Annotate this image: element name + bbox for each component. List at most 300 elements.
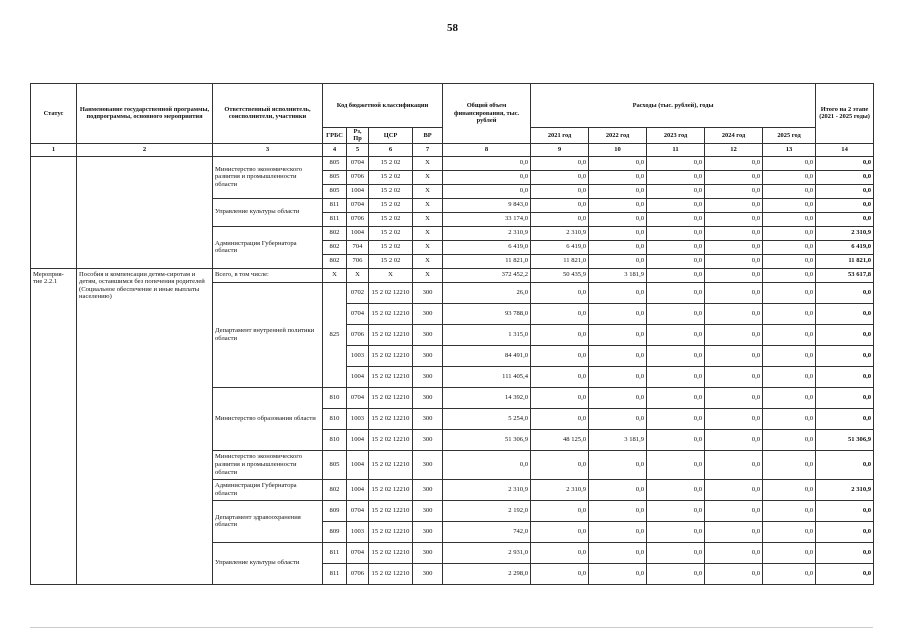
rzpr-cell: 706 (347, 254, 369, 268)
amount-y2022: 0,0 (589, 366, 647, 387)
rzpr-cell: 0704 (347, 156, 369, 170)
table-row-total (31, 268, 874, 282)
csr-cell: 15 2 02 (369, 240, 413, 254)
responsible-cell: Министерство экономического развития и промышленности области (213, 450, 323, 479)
rzpr-cell: 1003 (347, 408, 369, 429)
amount-y2025: 0,0 (763, 521, 816, 542)
amount-total: 0,0 (443, 156, 531, 170)
header-csr: ЦСР (369, 128, 413, 144)
amount-y2025: 0,0 (763, 345, 816, 366)
amount-y2021: 0,0 (531, 500, 589, 521)
amount-y2024: 0,0 (705, 184, 763, 198)
amount-y2021: 6 419,0 (531, 240, 589, 254)
header-year-2022: 2022 год (589, 128, 647, 144)
amount-total: 14 392,0 (443, 387, 531, 408)
amount-y2024: 0,0 (705, 408, 763, 429)
amount-y2023: 0,0 (647, 429, 705, 450)
amount-y2021: 2 310,9 (531, 479, 589, 500)
csr-cell: 15 2 02 12210 (369, 324, 413, 345)
grbs-cell: 802 (323, 479, 347, 500)
amount-y2024: 0,0 (705, 198, 763, 212)
amount-total: 2 298,0 (443, 563, 531, 584)
responsible-cell: Управление культуры области (213, 542, 323, 584)
amount-itogo: 0,0 (816, 563, 874, 584)
amount-y2024: 0,0 (705, 366, 763, 387)
amount-total: 9 843,0 (443, 198, 531, 212)
amount-y2023: 0,0 (647, 450, 705, 479)
amount-total: 2 310,9 (443, 479, 531, 500)
rzpr-cell: 0704 (347, 500, 369, 521)
amount-y2024: 0,0 (705, 170, 763, 184)
amount-total: 93 788,0 (443, 303, 531, 324)
amount-itogo: 0,0 (816, 212, 874, 226)
amount-y2022: 3 181,9 (589, 268, 647, 282)
amount-y2023: 0,0 (647, 408, 705, 429)
responsible-cell: Департамент здравоохранения области (213, 500, 323, 542)
responsible-cell: Департамент внутренней политики области (213, 282, 323, 387)
amount-y2023: 0,0 (647, 156, 705, 170)
amount-y2021: 0,0 (531, 156, 589, 170)
amount-y2021: 0,0 (531, 303, 589, 324)
amount-y2023: 0,0 (647, 521, 705, 542)
amount-y2024: 0,0 (705, 268, 763, 282)
amount-y2021: 0,0 (531, 408, 589, 429)
vr-cell: 300 (413, 366, 443, 387)
amount-itogo: 0,0 (816, 345, 874, 366)
vr-cell: 300 (413, 303, 443, 324)
amount-y2021: 0,0 (531, 542, 589, 563)
amount-y2021: 0,0 (531, 324, 589, 345)
amount-y2023: 0,0 (647, 212, 705, 226)
amount-total: 33 174,0 (443, 212, 531, 226)
amount-y2022: 0,0 (589, 254, 647, 268)
amount-y2021: 0,0 (531, 345, 589, 366)
name-cell (77, 156, 213, 268)
amount-itogo: 0,0 (816, 521, 874, 542)
amount-y2025: 0,0 (763, 212, 816, 226)
amount-y2024: 0,0 (705, 387, 763, 408)
csr-cell: 15 2 02 12210 (369, 366, 413, 387)
header-status: Статус (31, 84, 77, 144)
amount-total: 6 419,0 (443, 240, 531, 254)
header-year-2023: 2023 год (647, 128, 705, 144)
amount-total: 26,0 (443, 282, 531, 303)
rzpr-cell: 1004 (347, 226, 369, 240)
grbs-cell: 802 (323, 226, 347, 240)
status-cell (31, 156, 77, 268)
column-number: 9 (531, 143, 589, 156)
amount-y2023: 0,0 (647, 563, 705, 584)
rzpr-cell: 1003 (347, 521, 369, 542)
amount-y2021: 0,0 (531, 282, 589, 303)
amount-y2021: 0,0 (531, 184, 589, 198)
amount-y2025: 0,0 (763, 479, 816, 500)
amount-y2024: 0,0 (705, 500, 763, 521)
grbs-cell: 810 (323, 429, 347, 450)
vr-cell: 300 (413, 387, 443, 408)
rzpr-cell: 0704 (347, 198, 369, 212)
amount-y2023: 0,0 (647, 324, 705, 345)
amount-itogo: 0,0 (816, 408, 874, 429)
responsible-cell: Администрация Губернатора области (213, 226, 323, 268)
amount-itogo: 0,0 (816, 450, 874, 479)
vr-cell: 300 (413, 345, 443, 366)
amount-y2024: 0,0 (705, 282, 763, 303)
grbs-cell: 811 (323, 212, 347, 226)
column-number: 14 (816, 143, 874, 156)
csr-cell: 15 2 02 12210 (369, 303, 413, 324)
amount-total: 1 315,0 (443, 324, 531, 345)
header-itogo: Итого на 2 этапе (2021 - 2025 годы) (816, 84, 874, 144)
amount-y2023: 0,0 (647, 479, 705, 500)
amount-y2024: 0,0 (705, 254, 763, 268)
amount-total: 742,0 (443, 521, 531, 542)
rzpr-cell: 0706 (347, 563, 369, 584)
amount-y2023: 0,0 (647, 184, 705, 198)
amount-y2024: 0,0 (705, 542, 763, 563)
amount-y2022: 0,0 (589, 170, 647, 184)
amount-itogo: 0,0 (816, 170, 874, 184)
amount-y2021: 0,0 (531, 521, 589, 542)
amount-itogo: 0,0 (816, 324, 874, 345)
amount-y2023: 0,0 (647, 303, 705, 324)
vr-cell: X (413, 212, 443, 226)
csr-cell: 15 2 02 (369, 254, 413, 268)
page-number: 58 (447, 22, 458, 34)
csr-cell: 15 2 02 12210 (369, 429, 413, 450)
grbs-cell: 809 (323, 500, 347, 521)
csr-cell: 15 2 02 12210 (369, 450, 413, 479)
grbs-cell: 810 (323, 387, 347, 408)
amount-total: 2 192,0 (443, 500, 531, 521)
amount-y2025: 0,0 (763, 268, 816, 282)
csr-cell: 15 2 02 (369, 170, 413, 184)
amount-y2024: 0,0 (705, 324, 763, 345)
amount-y2025: 0,0 (763, 542, 816, 563)
grbs-cell: X (323, 268, 347, 282)
vr-cell: X (413, 226, 443, 240)
column-number: 2 (77, 143, 213, 156)
column-number: 6 (369, 143, 413, 156)
amount-y2021: 0,0 (531, 212, 589, 226)
table-body (31, 156, 874, 584)
table-row (31, 156, 874, 170)
csr-cell: 15 2 02 12210 (369, 521, 413, 542)
amount-itogo: 0,0 (816, 282, 874, 303)
amount-y2022: 0,0 (589, 226, 647, 240)
rzpr-cell: 1004 (347, 429, 369, 450)
csr-cell: 15 2 02 12210 (369, 282, 413, 303)
csr-cell: 15 2 02 12210 (369, 563, 413, 584)
budget-table (30, 83, 874, 585)
rzpr-cell: 1004 (347, 366, 369, 387)
amount-y2025: 0,0 (763, 429, 816, 450)
header-grbs: ГРБС (323, 128, 347, 144)
column-number: 8 (443, 143, 531, 156)
amount-y2025: 0,0 (763, 170, 816, 184)
amount-y2022: 0,0 (589, 324, 647, 345)
grbs-cell: 809 (323, 521, 347, 542)
amount-y2024: 0,0 (705, 303, 763, 324)
vr-cell: X (413, 268, 443, 282)
amount-y2025: 0,0 (763, 324, 816, 345)
amount-y2021: 48 125,0 (531, 429, 589, 450)
csr-cell: 15 2 02 12210 (369, 345, 413, 366)
column-number: 3 (213, 143, 323, 156)
amount-y2023: 0,0 (647, 500, 705, 521)
rzpr-cell: 0704 (347, 387, 369, 408)
amount-y2024: 0,0 (705, 479, 763, 500)
amount-y2023: 0,0 (647, 226, 705, 240)
csr-cell: 15 2 02 12210 (369, 542, 413, 563)
amount-y2024: 0,0 (705, 429, 763, 450)
amount-y2022: 0,0 (589, 184, 647, 198)
vr-cell: 300 (413, 521, 443, 542)
amount-y2023: 0,0 (647, 254, 705, 268)
amount-y2025: 0,0 (763, 226, 816, 240)
rzpr-cell: 1003 (347, 345, 369, 366)
amount-y2023: 0,0 (647, 542, 705, 563)
vr-cell: 300 (413, 479, 443, 500)
vr-cell: 300 (413, 500, 443, 521)
column-number: 1 (31, 143, 77, 156)
grbs-cell: 825 (323, 282, 347, 387)
amount-itogo: 2 310,9 (816, 226, 874, 240)
csr-cell: 15 2 02 12210 (369, 500, 413, 521)
amount-itogo: 0,0 (816, 156, 874, 170)
measure-name-cell: Пособия и компенсации детям-сиротам и детям, оставшимся без попечения родителей (Социальное обеспечение и иные выплаты населению) (77, 268, 213, 584)
csr-cell: 15 2 02 (369, 198, 413, 212)
csr-cell: 15 2 02 (369, 212, 413, 226)
amount-y2021: 0,0 (531, 563, 589, 584)
vr-cell: 300 (413, 450, 443, 479)
amount-y2021: 50 435,9 (531, 268, 589, 282)
responsible-cell: Администрация Губернатора области (213, 479, 323, 500)
csr-cell: 15 2 02 (369, 226, 413, 240)
amount-total: 2 931,0 (443, 542, 531, 563)
grbs-cell: 805 (323, 184, 347, 198)
grbs-cell: 811 (323, 542, 347, 563)
column-number: 13 (763, 143, 816, 156)
amount-y2025: 0,0 (763, 500, 816, 521)
amount-total: 372 452,2 (443, 268, 531, 282)
column-number: 7 (413, 143, 443, 156)
amount-y2024: 0,0 (705, 345, 763, 366)
amount-total: 11 821,0 (443, 254, 531, 268)
amount-total: 2 310,9 (443, 226, 531, 240)
amount-y2021: 11 821,0 (531, 254, 589, 268)
amount-total: 111 405,4 (443, 366, 531, 387)
amount-y2022: 0,0 (589, 479, 647, 500)
column-number: 11 (647, 143, 705, 156)
amount-total: 0,0 (443, 184, 531, 198)
amount-y2023: 0,0 (647, 198, 705, 212)
amount-y2025: 0,0 (763, 408, 816, 429)
amount-y2023: 0,0 (647, 282, 705, 303)
amount-y2025: 0,0 (763, 282, 816, 303)
grbs-cell: 811 (323, 563, 347, 584)
amount-y2025: 0,0 (763, 563, 816, 584)
responsible-cell: Министерство образования области (213, 387, 323, 450)
amount-y2025: 0,0 (763, 254, 816, 268)
amount-itogo: 0,0 (816, 387, 874, 408)
amount-y2022: 0,0 (589, 198, 647, 212)
vr-cell: X (413, 156, 443, 170)
amount-y2022: 0,0 (589, 563, 647, 584)
amount-y2022: 0,0 (589, 542, 647, 563)
amount-y2023: 0,0 (647, 170, 705, 184)
grbs-cell: 805 (323, 170, 347, 184)
csr-cell: 15 2 02 12210 (369, 387, 413, 408)
column-number-row (31, 143, 874, 156)
amount-y2022: 0,0 (589, 282, 647, 303)
amount-y2022: 0,0 (589, 345, 647, 366)
column-number: 4 (323, 143, 347, 156)
amount-y2022: 0,0 (589, 156, 647, 170)
header-rzpr: Рз, Пр (347, 128, 369, 144)
amount-y2022: 0,0 (589, 408, 647, 429)
vr-cell: 300 (413, 282, 443, 303)
column-number: 10 (589, 143, 647, 156)
amount-y2023: 0,0 (647, 387, 705, 408)
amount-y2023: 0,0 (647, 240, 705, 254)
rzpr-cell: 0704 (347, 303, 369, 324)
amount-itogo: 6 419,0 (816, 240, 874, 254)
amount-itogo: 0,0 (816, 198, 874, 212)
amount-y2022: 0,0 (589, 450, 647, 479)
amount-y2023: 0,0 (647, 345, 705, 366)
header-name: Наименование государственной программы, подпрограммы, основного мероприятия (77, 84, 213, 144)
column-number: 12 (705, 143, 763, 156)
rzpr-cell: 0702 (347, 282, 369, 303)
rzpr-cell: 0706 (347, 324, 369, 345)
column-number: 5 (347, 143, 369, 156)
amount-y2025: 0,0 (763, 184, 816, 198)
rzpr-cell: 1004 (347, 184, 369, 198)
amount-y2021: 0,0 (531, 387, 589, 408)
amount-y2021: 2 310,9 (531, 226, 589, 240)
amount-y2025: 0,0 (763, 387, 816, 408)
amount-itogo: 51 306,9 (816, 429, 874, 450)
rzpr-cell: 704 (347, 240, 369, 254)
amount-y2024: 0,0 (705, 450, 763, 479)
header-year-2021: 2021 год (531, 128, 589, 144)
amount-y2025: 0,0 (763, 450, 816, 479)
grbs-cell: 805 (323, 156, 347, 170)
measure-status-cell: Мероприя- тие 2.2.1 (31, 268, 77, 584)
amount-total: 84 491,0 (443, 345, 531, 366)
amount-total: 51 306,9 (443, 429, 531, 450)
header-expenses: Расходы (тыс. рублей), годы (531, 84, 816, 128)
amount-y2022: 0,0 (589, 500, 647, 521)
grbs-cell: 811 (323, 198, 347, 212)
vr-cell: 300 (413, 429, 443, 450)
amount-total: 0,0 (443, 170, 531, 184)
amount-y2023: 0,0 (647, 366, 705, 387)
vr-cell: X (413, 240, 443, 254)
amount-y2024: 0,0 (705, 226, 763, 240)
vr-cell: X (413, 254, 443, 268)
amount-itogo: 0,0 (816, 500, 874, 521)
rzpr-cell: 0704 (347, 542, 369, 563)
rzpr-cell: X (347, 268, 369, 282)
amount-y2022: 0,0 (589, 240, 647, 254)
rzpr-cell: 1004 (347, 479, 369, 500)
amount-y2021: 0,0 (531, 450, 589, 479)
csr-cell: 15 2 02 12210 (369, 408, 413, 429)
amount-y2021: 0,0 (531, 170, 589, 184)
amount-y2022: 0,0 (589, 387, 647, 408)
amount-itogo: 0,0 (816, 303, 874, 324)
amount-y2025: 0,0 (763, 303, 816, 324)
responsible-cell: Министерство экономического развития и промышленности области (213, 156, 323, 198)
amount-y2024: 0,0 (705, 563, 763, 584)
amount-total: 0,0 (443, 450, 531, 479)
amount-y2021: 0,0 (531, 366, 589, 387)
amount-y2023: 0,0 (647, 268, 705, 282)
amount-y2022: 0,0 (589, 521, 647, 542)
csr-cell: X (369, 268, 413, 282)
vr-cell: 300 (413, 563, 443, 584)
vr-cell: X (413, 198, 443, 212)
amount-y2022: 3 181,9 (589, 429, 647, 450)
amount-y2021: 0,0 (531, 198, 589, 212)
amount-total: 5 254,0 (443, 408, 531, 429)
header-kbk: Код бюджетной классификации (323, 84, 443, 128)
amount-y2025: 0,0 (763, 156, 816, 170)
grbs-cell: 810 (323, 408, 347, 429)
header-responsible: Ответственный исполнитель, соисполнители, участники (213, 84, 323, 144)
amount-itogo: 0,0 (816, 184, 874, 198)
amount-y2022: 0,0 (589, 303, 647, 324)
vr-cell: X (413, 184, 443, 198)
amount-itogo: 2 310,9 (816, 479, 874, 500)
header-year-2024: 2024 год (705, 128, 763, 144)
amount-itogo: 53 617,8 (816, 268, 874, 282)
grbs-cell: 805 (323, 450, 347, 479)
amount-y2025: 0,0 (763, 198, 816, 212)
amount-itogo: 0,0 (816, 542, 874, 563)
vr-cell: 300 (413, 324, 443, 345)
scan-edge-line (30, 627, 873, 628)
responsible-cell: Всего, в том числе: (213, 268, 323, 282)
rzpr-cell: 0706 (347, 170, 369, 184)
grbs-cell: 802 (323, 240, 347, 254)
csr-cell: 15 2 02 12210 (369, 479, 413, 500)
table-header (31, 84, 874, 157)
vr-cell: X (413, 170, 443, 184)
vr-cell: 300 (413, 408, 443, 429)
amount-itogo: 0,0 (816, 366, 874, 387)
amount-y2024: 0,0 (705, 521, 763, 542)
responsible-cell: Управление культуры области (213, 198, 323, 226)
rzpr-cell: 0706 (347, 212, 369, 226)
amount-itogo: 11 821,0 (816, 254, 874, 268)
grbs-cell: 802 (323, 254, 347, 268)
csr-cell: 15 2 02 (369, 184, 413, 198)
vr-cell: 300 (413, 542, 443, 563)
amount-y2024: 0,0 (705, 240, 763, 254)
header-total: Общий объем финансирования, тыс. рублей (443, 84, 531, 144)
rzpr-cell: 1004 (347, 450, 369, 479)
amount-y2025: 0,0 (763, 240, 816, 254)
csr-cell: 15 2 02 (369, 156, 413, 170)
header-vr: ВР (413, 128, 443, 144)
amount-y2022: 0,0 (589, 212, 647, 226)
header-year-2025: 2025 год (763, 128, 816, 144)
amount-y2024: 0,0 (705, 212, 763, 226)
amount-y2024: 0,0 (705, 156, 763, 170)
